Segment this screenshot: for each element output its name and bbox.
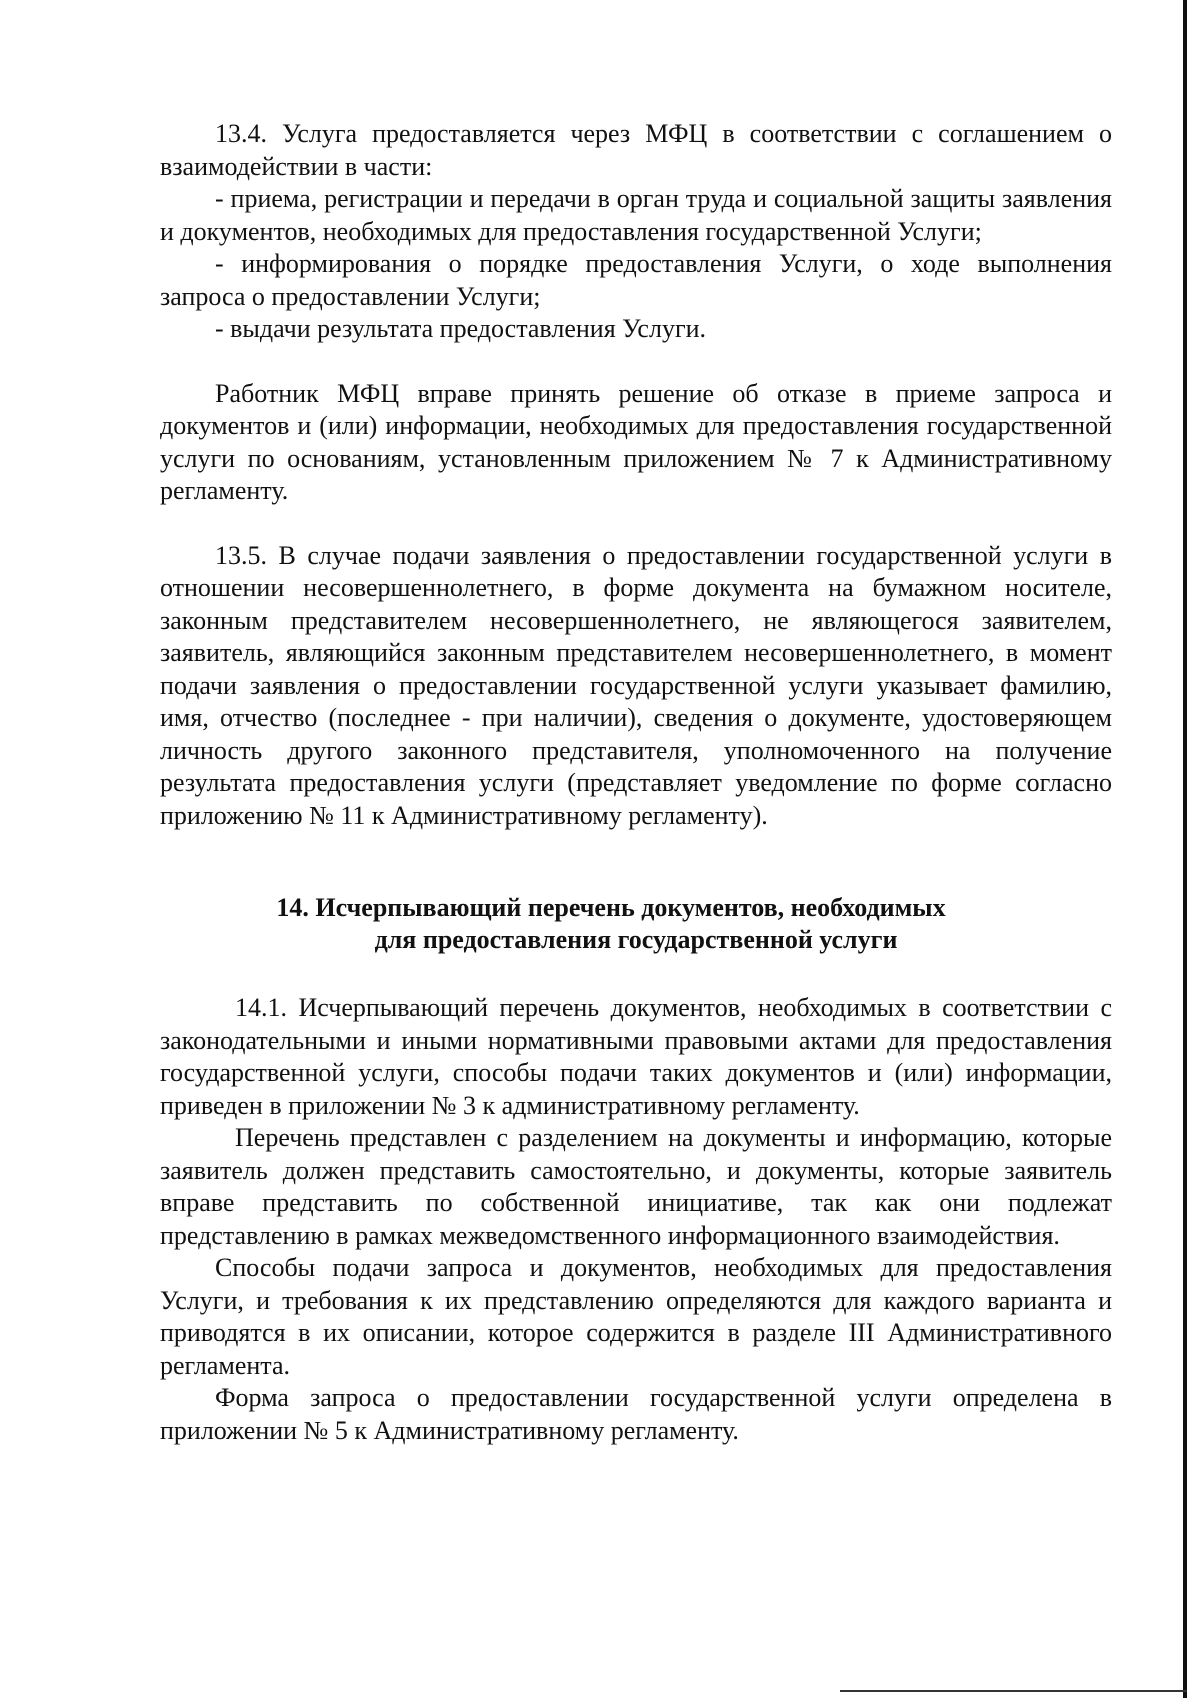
paragraph-request-form: Форма запроса о предоставлении государственной услуги определена в приложении № 5 к Административному регламенту. [160,1383,1112,1445]
paragraph-13-5: 13.5. В случае подачи заявления о предоставлении государственной услуги в отношении несовершеннолетнего, в форме документа на бумажном носителе, законным представителем несовершеннолетнего, не являющегося заявителем, заявитель, являющийся законным представителем несовершеннолетнего, в момент подачи заявления о предоставлении государственной услуги указывает фамилию, имя, отчество (последнее - при наличии), сведения о документе, удостоверяющем личность другого законного представителя, уполномоченного на получение результата предоставления услуги (представляет уведомление по форме согласно приложению № 11 к Административному регламенту). [160,540,1112,830]
scan-edge-right [1183,0,1187,1698]
heading-line-1: 14. Исчерпывающий перечень документов, необходимых [276,893,946,922]
scan-edge-bottom [840,1690,1187,1692]
section-heading-14 [160,892,1112,956]
paragraph-14-1: 14.1. Исчерпывающий перечень документов, необходимых в соответствии с законодательными и иными нормативными правовыми актами для предоставления государственной услуги, способы подачи таких документов и (или) информации, приведен в приложении № 3 к административному регламенту. [160,993,1112,1120]
list-item-informing: - информирования о порядке предоставления Услуги, о ходе выполнения запроса о предоставлении Услуги; [160,249,1112,311]
document-body [160,118,1112,1447]
list-item-reception: - приема, регистрации и передачи в орган труда и социальной защиты заявления и документов, необходимых для предоставления государственной Услуги; [160,184,1112,246]
paragraph-13-4: 13.4. Услуга предоставляется через МФЦ в соответствии с соглашением о взаимодействии в части: [160,119,1112,181]
paragraph-submission-methods: Способы подачи запроса и документов, необходимых для предоставления Услуги, и требования к их представлению определяются для каждого варианта и приводятся в их описании, которое содержится в разделе III Административного регламента. [160,1253,1112,1380]
heading-line-2: для предоставления государственной услуги [374,925,898,954]
list-item-result: - выдачи результата предоставления Услуги. [215,314,707,343]
paragraph-list-division: Перечень представлен с разделением на документы и информацию, которые заявитель должен представить самостоятельно, и документы, которые заявитель вправе представить по собственной инициативе, так как они подлежат представлению в рамках межведомственного информационного взаимодействия. [160,1123,1112,1250]
paragraph-mfc-refusal: Работник МФЦ вправе принять решение об отказе в приеме запроса и документов и (или) информации, необходимых для предоставления государственной услуги по основаниям, установленным приложением № 7 к Административному регламенту. [160,378,1112,505]
